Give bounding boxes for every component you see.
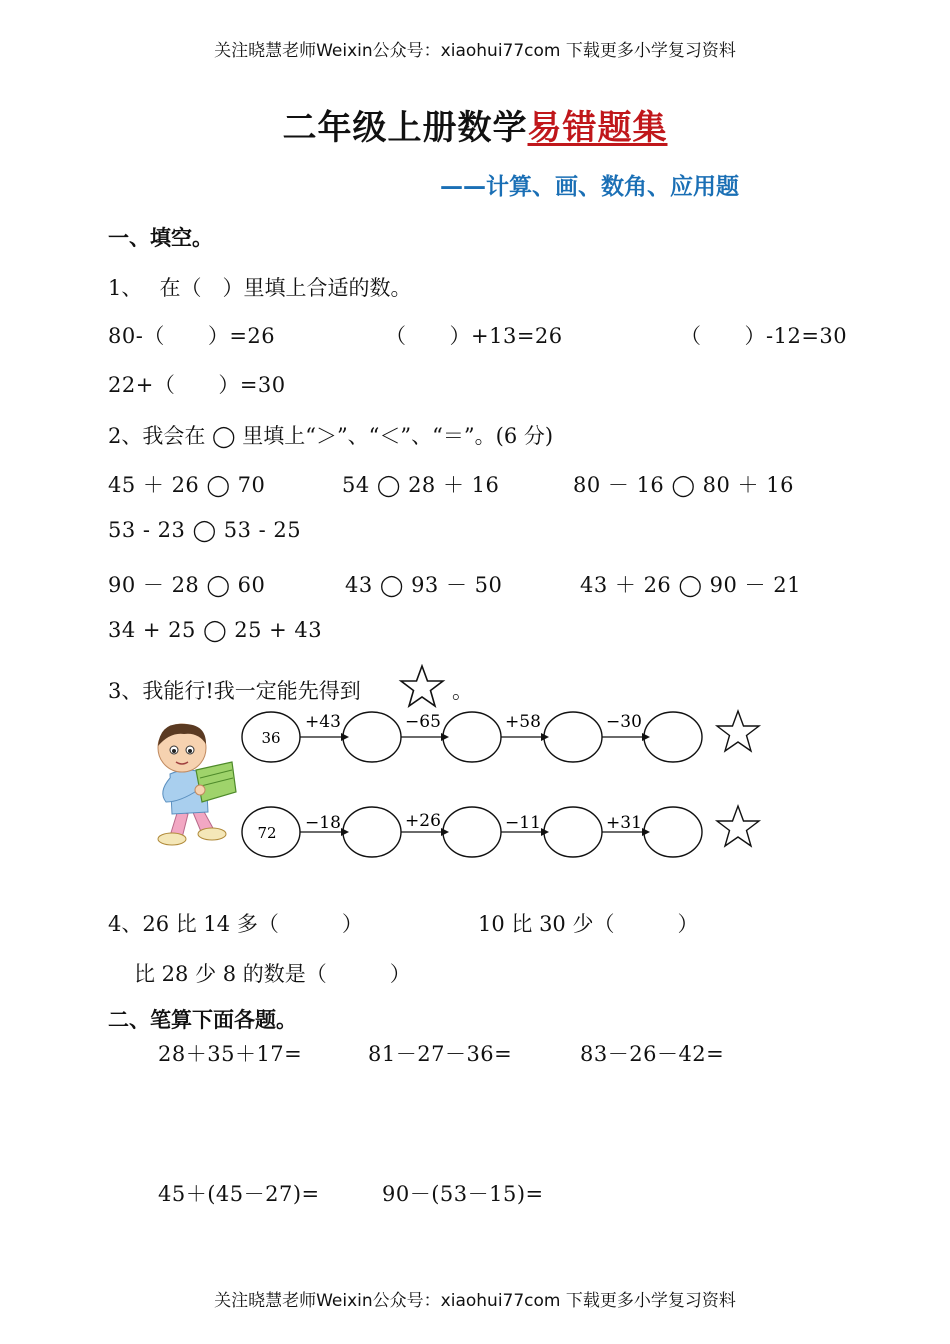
chain1-op: −30 [606, 712, 642, 732]
answer-oval [544, 807, 602, 857]
q2-item: 54 ◯ 28 ＋ 16 [342, 473, 500, 497]
calc-problem: 28＋35＋17= [158, 1042, 303, 1066]
calc-problem: 83－26－42= [580, 1042, 725, 1066]
page-footer: 关注晓慧老师Weixin公众号：xiaohui77com 下载更多小学复习资料 [214, 1291, 736, 1311]
star-icon [717, 806, 759, 846]
chain2-op: −11 [505, 813, 541, 833]
answer-oval [343, 807, 401, 857]
chain2-op: +26 [405, 811, 441, 831]
q2-item: 43 ＋ 26 ◯ 90 － 21 [580, 573, 801, 597]
chain2-op: −18 [305, 813, 341, 833]
q2-item: 80 － 16 ◯ 80 ＋ 16 [573, 473, 794, 497]
q3-label-end: 。 [452, 679, 473, 703]
chain1-op: +58 [505, 712, 541, 732]
calc-problem: 81－27－36= [368, 1042, 513, 1066]
chain1-op: +43 [305, 712, 341, 732]
q1-item: （ ）+13=26 [385, 324, 563, 348]
calc-problem: 90－(53－15)= [382, 1182, 544, 1206]
answer-oval [343, 712, 401, 762]
q2-item: 90 － 28 ◯ 60 [108, 573, 266, 597]
answer-oval [443, 712, 501, 762]
q2-item: 43 ◯ 93 － 50 [345, 573, 503, 597]
answer-oval [644, 712, 702, 762]
title-main: 二年级上册数学 [282, 108, 528, 148]
answer-oval [644, 807, 702, 857]
chain1-start-value: 36 [261, 729, 281, 747]
q4-item: 10 比 30 少（ ） [478, 912, 699, 936]
chain2-start-value: 72 [257, 824, 277, 842]
chain-2 [242, 806, 759, 857]
q4-item: 比 28 少 8 的数是（ ） [134, 962, 411, 986]
q2-item: 45 ＋ 26 ◯ 70 [108, 473, 266, 497]
page-header: 关注晓慧老师Weixin公众号：xiaohui77com 下载更多小学复习资料 [214, 41, 736, 61]
answer-oval [544, 712, 602, 762]
answer-oval [443, 807, 501, 857]
chain1-op: −65 [405, 712, 441, 732]
q3-label: 3、我能行!我一定能先得到 [108, 679, 361, 703]
page-subtitle: ——计算、画、数角、应用题 [440, 174, 739, 200]
q1-item: （ ）-12=30 [680, 324, 848, 348]
chain2-op: +31 [606, 813, 642, 833]
q1-item: 80-（ ）=26 [108, 324, 276, 348]
section1-heading: 一、填空。 [108, 226, 213, 250]
section2-heading: 二、笔算下面各题。 [108, 1008, 297, 1032]
q2-item: 53 - 23 ◯ 53 - 25 [108, 518, 302, 542]
q1-label: 1、 在（ ）里填上合适的数。 [108, 276, 412, 300]
chain-1 [242, 711, 759, 762]
number-chains [235, 700, 775, 870]
q2-label: 2、我会在 ◯ 里填上“＞”、“＜”、“＝”。(6 分) [108, 424, 554, 448]
page-title [0, 100, 950, 149]
q1-item: 22+（ ）=30 [108, 373, 286, 397]
q4-item: 4、26 比 14 多（ ） [108, 912, 363, 936]
boy-illustration [140, 718, 240, 848]
calc-problem: 45＋(45－27)= [158, 1182, 320, 1206]
title-highlight: 易错题集 [527, 108, 668, 148]
q2-item: 34 + 25 ◯ 25 + 43 [108, 618, 323, 642]
star-icon [717, 711, 759, 751]
